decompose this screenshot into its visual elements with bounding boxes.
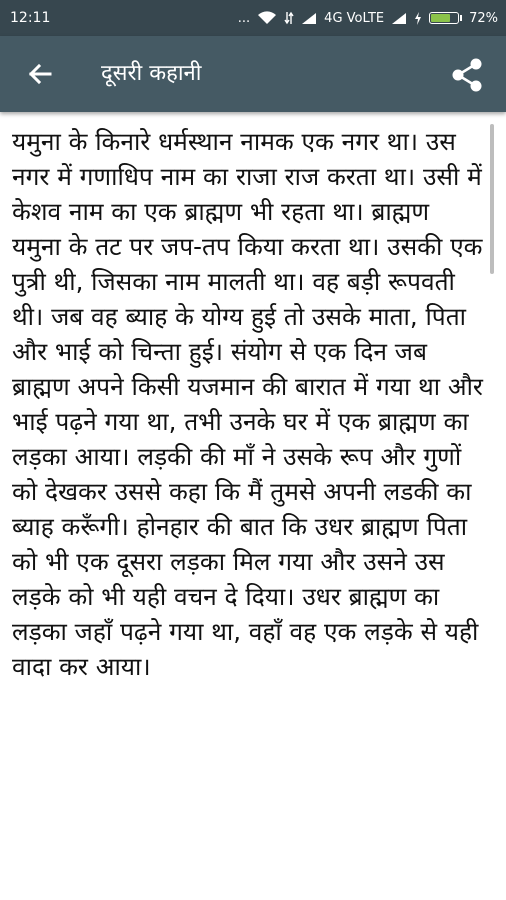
data-transfer-icon	[284, 11, 294, 25]
network-label: 4G VoLTE	[324, 10, 385, 26]
status-time: 12:11	[10, 10, 51, 26]
status-bar	[0, 0, 506, 36]
notification-dots: ...	[237, 10, 251, 26]
battery-percent: 72%	[469, 10, 498, 26]
story-text: यमुना के किनारे धर्मस्थान नामक एक नगर था। उस नगर में गणाधिप नाम का राजा राज करता था। उसी में केशव नाम का एक ब्राह्मण भी रहता था। ब्राह्मण यमुना के तट पर जप-तप किया करता था। उसकी एक पुत्री थी, जिसका नाम मालती था। वह बड़ी रूपवती थी। जब वह ब्याह के योग्य हुई तो उसके माता, पिता और भाई को चिन्ता हुई। संयोग से एक दिन जब ब्राह्मण अपने किसी यजमान की बारात में गया था और भाई पढ़ने गया था, तभी उनके घर में एक ब्राह्मण का लड़का आया। लड़की की माँ ने उसके रूप और गुणों को देखकर उससे कहा कि मैं तुमसे अपनी लडकी का ब्याह करूँगी। होनहार की बात कि उधर ब्राह्मण पिता को भी एक दूसरा लड़का मिल गया और उसने उस लड़के को भी यही वचन दे दिया। उधर ब्राह्मण का लड़का जहाँ पढ़ने गया था, वहाँ वह एक लड़के से यही वादा कर आया।	[12, 127, 483, 681]
battery-fill	[431, 14, 450, 22]
scrollbar[interactable]	[490, 124, 494, 274]
share-icon	[448, 56, 486, 94]
arrow-back-icon	[24, 58, 56, 90]
battery-icon	[429, 12, 462, 24]
app-bar	[0, 36, 506, 112]
share-button[interactable]	[448, 56, 486, 94]
signal-icon	[301, 12, 317, 25]
page-title: दूसरी कहानी	[101, 61, 202, 86]
wifi-icon	[257, 11, 277, 25]
charging-icon	[414, 12, 422, 25]
status-icons	[238, 11, 498, 26]
signal-icon-2	[391, 12, 407, 25]
back-button[interactable]	[24, 58, 56, 90]
